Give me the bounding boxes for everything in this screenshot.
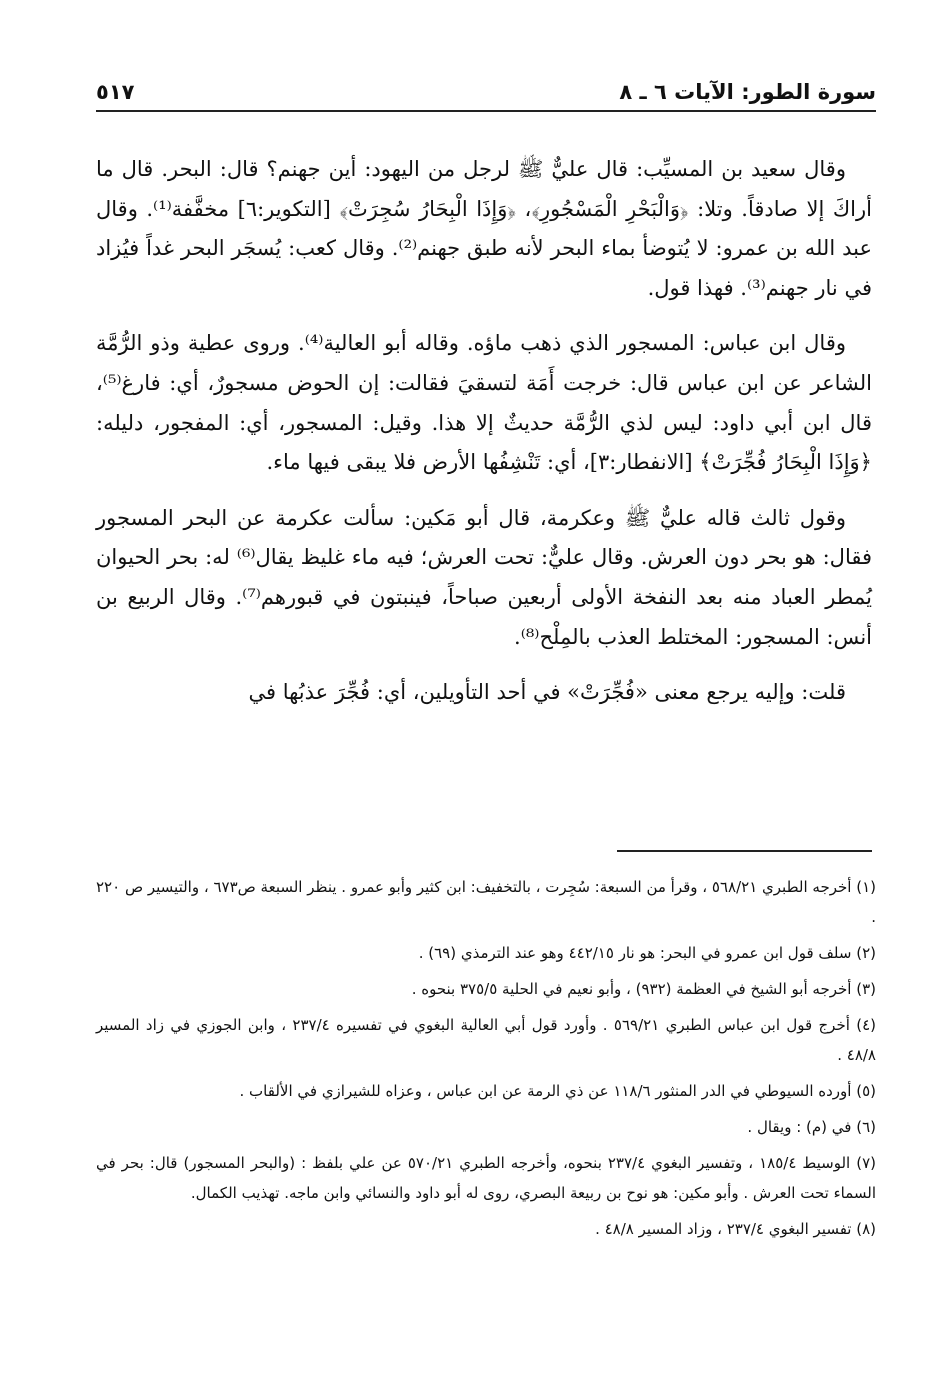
footnote: (٧) الوسيط ١٨٥/٤ ، وتفسير البغوي ٢٣٧/٤ بنحوه، وأخرجه الطبري ٥٧٠/٢١ عن علي بلفظ : (والبحر المسجور) قال: بحر في السماء تحت العرش . وأبو مكين: هو نوح بن ربيعة البصري، روى له أبو داود والنسائي وابن ماجه. تهذيب الكمال. bbox=[96, 1154, 876, 1202]
page-header bbox=[96, 72, 876, 112]
footnote: (٨) تفسير البغوي ٢٣٧/٤ ، وزاد المسير ٤٨/٨ . bbox=[595, 1220, 876, 1238]
footnote: (١) أخرجه الطبري ٥٦٨/٢١ ، وقرأ من السبعة: سُجِرت ، بالتخفيف: ابن كثير وأبو عمرو . ينظر السبعة ص٦٧٣ ، والتيسير ص ٢٢٠ . bbox=[96, 878, 876, 926]
paragraph: وقال سعيد بن المسيِّب: قال عليٌّ ﷺ لرجل من اليهود: أين جهنم؟ قال: البحر. قال ما أراكَ إلا صادقاً. وتلا: ﴿وَالْبَحْرِ الْمَسْجُورِ﴾، ﴿وَإِذَا الْبِحَارُ سُجِرَتْ﴾ [التكوير:٦] مخفَّفة⁽¹⁾. وقال عبد الله بن عمرو: لا يُتوضأ بماء البحر لأنه طبق جهنم⁽²⁾. وقال كعب: يُسجَر البحر غداً فيُزاد في نار جهنم⁽³⁾. فهذا قول. bbox=[96, 157, 872, 300]
footnote: (٣) أخرجه أبو الشيخ في العظمة (٩٣٢) ، وأبو نعيم في الحلية ٣٧٥/٥ بنحوه . bbox=[411, 980, 876, 998]
running-title: سورة الطور: الآيات ٦ ـ ٨ bbox=[619, 80, 876, 104]
paragraph: وقول ثالث قاله عليٌّ ﷺ وعكرمة، قال أبو مَكين: سألت عكرمة عن البحر المسجور فقال: هو بحر دون العرش. وقال عليٌّ: تحت العرش؛ فيه ماء غليظ يقال⁽⁶⁾ له: بحر الحيوان يُمطر العباد منه بعد النفخة الأولى أربعين صباحاً، فينبتون في قبورهم⁽⁷⁾. وقال الربيع بن أنس: المسجور: المختلط العذب بالمِلْح⁽⁸⁾. bbox=[96, 505, 873, 649]
footnote: (٦) في (م) : ويقال . bbox=[747, 1118, 876, 1136]
footnote: (٢) سلف قول ابن عمرو في البحر: هو نار ٤٤٢/١٥ وهو عند الترمذي (٦٩) . bbox=[418, 944, 876, 962]
footnote: (٤) أخرج قول ابن عباس الطبري ٥٦٩/٢١ . وأورد قول أبي العالية البغوي في تفسيره ٢٣٧/٤ ، وابن الجوزي في زاد المسير ٤٨/٨ . bbox=[96, 1016, 877, 1064]
main-text bbox=[96, 150, 872, 729]
paragraph: وقال ابن عباس: المسجور الذي ذهب ماؤه. وقاله أبو العالية⁽⁴⁾. وروى عطية وذو الرُّمَّة الشاعر عن ابن عباس قال: خرجت أَمَة لتسقيَ فقالت: إن الحوض مسجورٌ، أي: فارغ⁽⁵⁾، قال ابن أبي داود: ليس لذي الرُّمَّة حديثٌ إلا هذا. وقيل: المسجور، أي: المفجور، دليله: ﴿وَإِذَا الْبِحَارُ فُجِّرَتْ﴾ [الانفطار:٣]، أي: تَنْشِفُها الأرض فلا يبقى فيها ماء. bbox=[96, 331, 872, 475]
page-number: ٥١٧ bbox=[96, 80, 135, 104]
paragraph: قلت: وإليه يرجع معنى «فُجِّرَتْ» في أحد التأويلين، أي: فُجِّرَ عذبُها في bbox=[248, 680, 846, 705]
footnote: (٥) أورده السيوطي في الدر المنثور ١١٨/٦ عن ذي الرمة عن ابن عباس ، وعزاه للشيرازي في الألقاب . bbox=[239, 1082, 876, 1100]
footnote-separator bbox=[617, 850, 872, 852]
footnotes bbox=[96, 872, 876, 1250]
